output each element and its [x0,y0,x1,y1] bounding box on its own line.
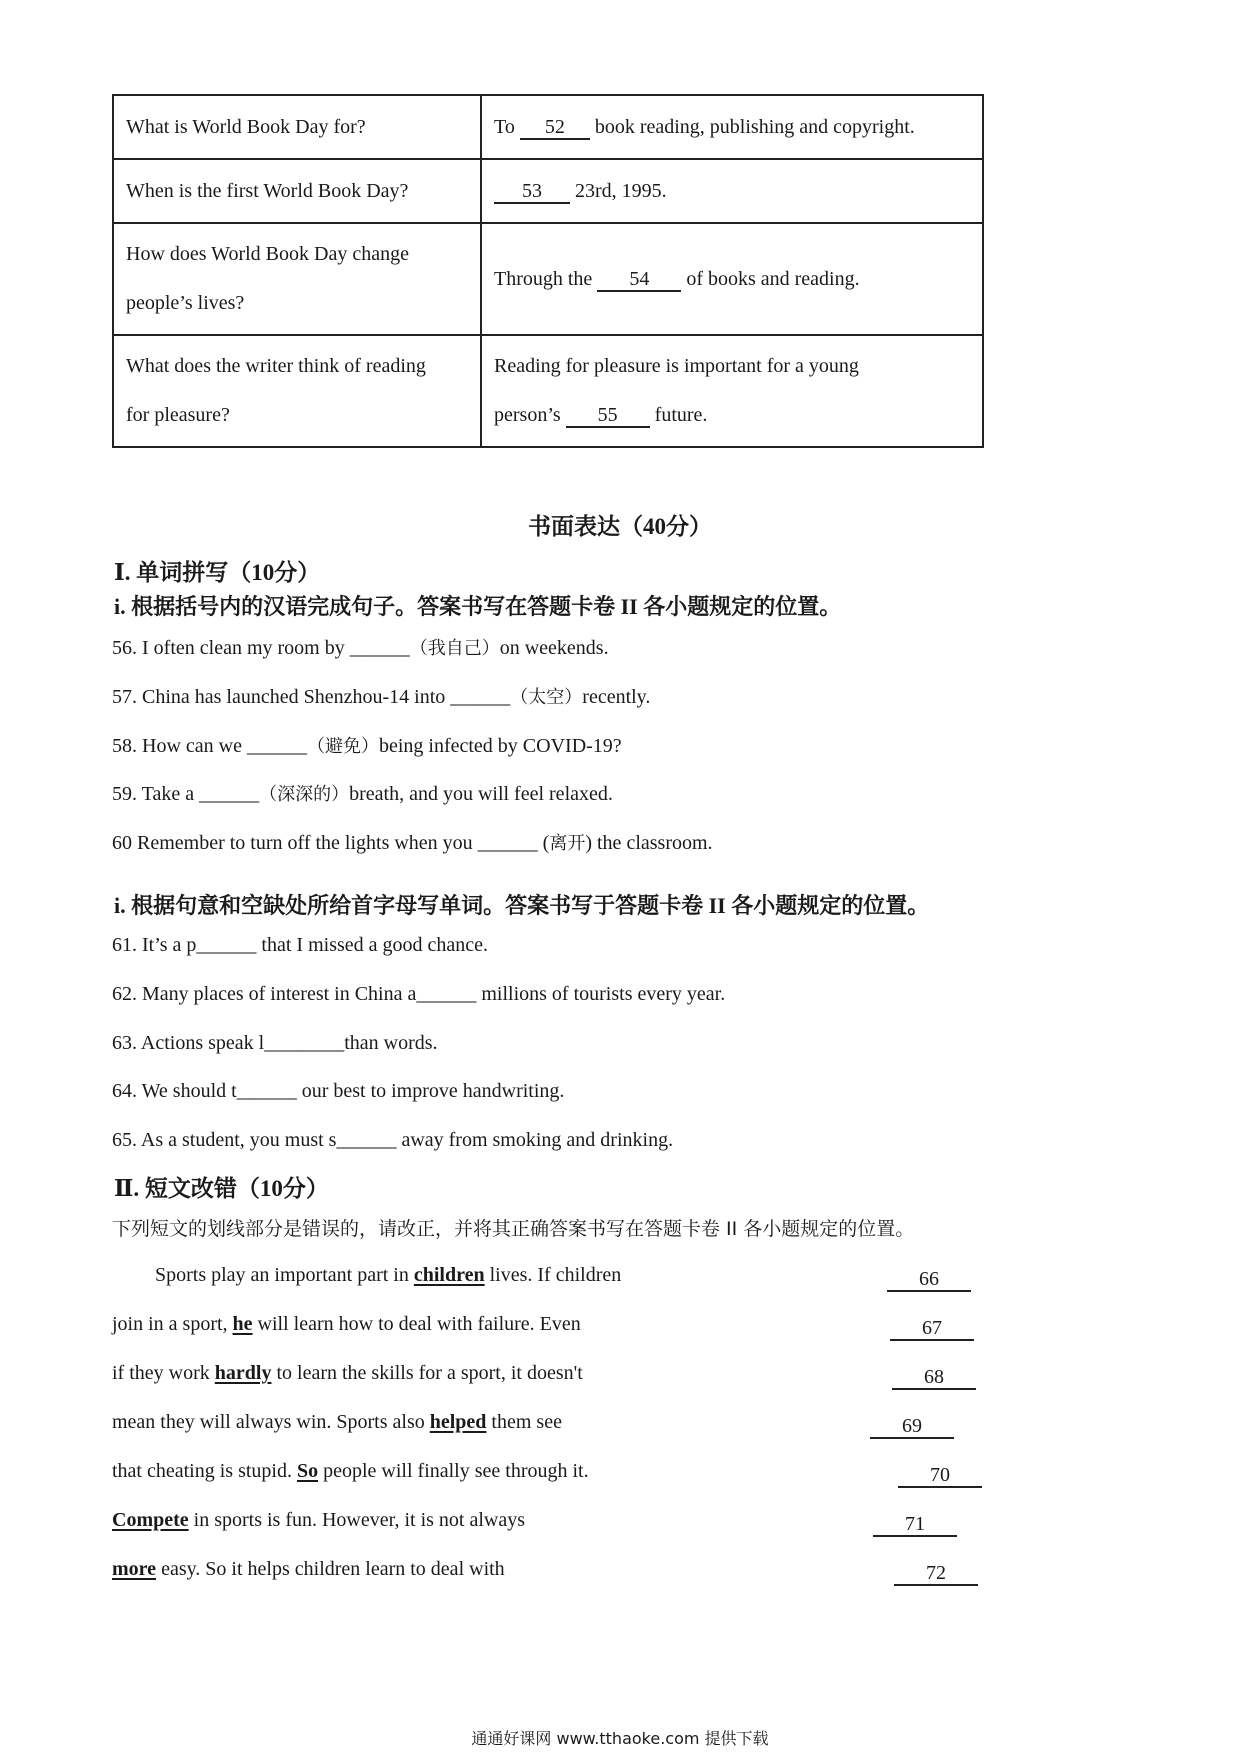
blank-52: 52 [520,116,590,140]
question-cell: When is the first World Book Day? [113,159,481,223]
footer-watermark: 通通好课网 www.tthaoke.com 提供下载 [471,1729,769,1748]
answer-blank-70: 70 [898,1464,982,1488]
question-cell: How does World Book Day change people’s lives? [113,223,481,335]
answer-blank-68: 68 [892,1366,976,1390]
blank-55: 55 [566,404,650,428]
reading-table [112,94,984,448]
section-heading: Ⅱ. 短文改错（10分） [114,1176,329,1201]
blank-54: 54 [597,268,681,292]
error-word: more [112,1558,157,1580]
question-cell: What does the writer think of reading for pleasure? [113,335,481,447]
instruction: i. 根据括号内的汉语完成句子。答案书写在答题卡卷 II 各小题规定的位置。 [114,594,842,619]
question-61: 61. It’s a p______ that I missed a good chance. [112,934,489,956]
question-57: 57. China has launched Shenzhou-14 into ______（太空）recently. [112,686,651,708]
answer-cell: 53 23rd, 1995. [481,159,983,223]
section-title: 书面表达（40分） [528,514,712,539]
table-row [113,95,983,159]
instruction: 下列短文的划线部分是错误的，请改正，并将其正确答案书写在答题卡卷 II 各小题规定的位置。 [112,1218,915,1240]
error-word: children [413,1264,485,1286]
question-cell: What is World Book Day for? [113,95,481,159]
answer-blank-71: 71 [873,1513,957,1537]
passage-line: mean they will always win. Sports also helped them see [112,1411,562,1433]
answer-cell: Reading for pleasure is important for a young person’s 55 future. [481,335,983,447]
error-word: he [232,1313,253,1335]
question-62: 62. Many places of interest in China a______ millions of tourists every year. [112,983,726,1005]
error-word: Compete [112,1509,189,1531]
instruction: i. 根据句意和空缺处所给首字母写单词。答案书写于答题卡卷 II 各小题规定的位置。 [114,893,930,918]
passage-line: join in a sport, he will learn how to deal with failure. Even [112,1313,581,1335]
passage-line: more easy. So it helps children learn to deal with [112,1558,505,1580]
question-58: 58. How can we ______（避免）being infected by COVID-19? [112,735,622,757]
error-word: hardly [214,1362,272,1384]
error-word: So [296,1460,319,1482]
answer-cell: To 52 book reading, publishing and copyright. [481,95,983,159]
answer-blank-72: 72 [894,1562,978,1586]
question-60: 60 Remember to turn off the lights when you ______ (离开) the classroom. [112,832,713,854]
answer-blank-69: 69 [870,1415,954,1439]
passage-line: Sports play an important part in children lives. If children [155,1264,622,1286]
answer-blank-67: 67 [890,1317,974,1341]
question-65: 65. As a student, you must s______ away from smoking and drinking. [112,1129,674,1151]
blank-53: 53 [494,180,570,204]
question-59: 59. Take a ______（深深的）breath, and you will feel relaxed. [112,783,613,805]
passage-line: Compete in sports is fun. However, it is not always [112,1509,526,1531]
table-row [113,159,983,223]
answer-cell: Through the 54 of books and reading. [481,223,983,335]
passage-line: if they work hardly to learn the skills for a sport, it doesn't [112,1362,583,1384]
question-63: 63. Actions speak l________than words. [112,1032,438,1054]
error-word: helped [429,1411,487,1433]
passage-line: that cheating is stupid. So people will finally see through it. [112,1460,589,1482]
question-56: 56. I often clean my room by ______（我自己）on weekends. [112,637,609,659]
question-64: 64. We should t______ our best to improve handwriting. [112,1080,565,1102]
section-heading: Ⅰ. 单词拼写（10分） [114,560,321,585]
table-row [113,223,983,335]
table-row [113,335,983,447]
answer-blank-66: 66 [887,1268,971,1292]
